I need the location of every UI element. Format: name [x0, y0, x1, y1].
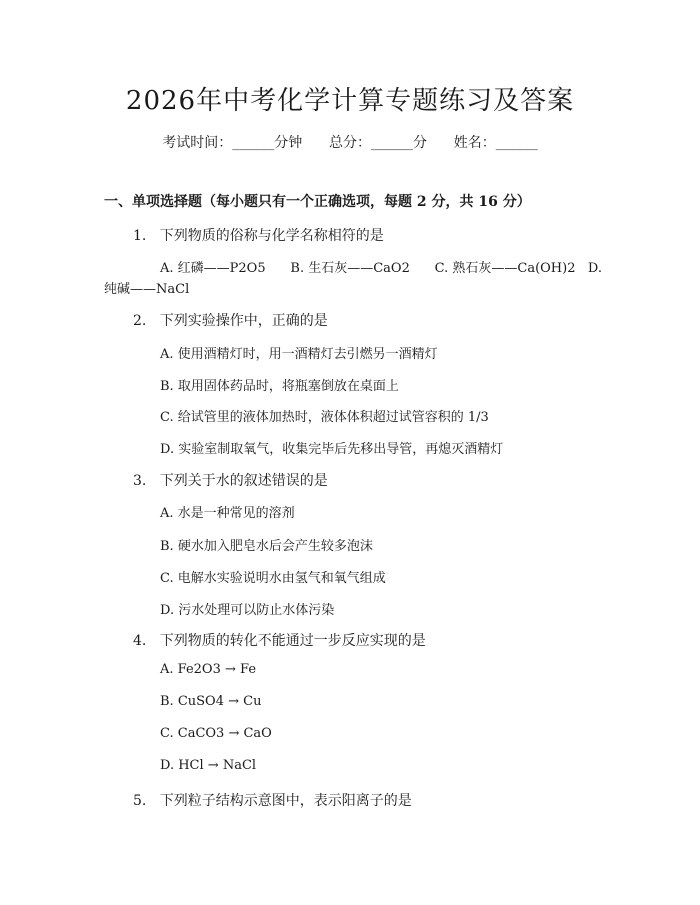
option-b: B. 取用固体药品时，将瓶塞倒放在桌面上	[160, 379, 399, 394]
option-b: B. 硬水加入肥皂水后会产生较多泡沫	[160, 539, 373, 554]
option-d: D. 实验室制取氧气，收集完毕后先移出导管，再熄灭酒精灯	[160, 442, 504, 457]
question-options-continued: 纯碱——NaCl	[104, 282, 190, 297]
option-c: C. CaCO3 → CaO	[160, 726, 272, 741]
option-a: A. 水是一种常见的溶剂	[160, 506, 295, 521]
exam-info-line: 考试时间：______分钟 总分：______分 姓名：______	[162, 135, 538, 151]
option-a: A. Fe2O3 → Fe	[160, 662, 257, 677]
question-stem: 5. 下列粒子结构示意图中，表示阳离子的是	[133, 793, 412, 809]
option-b: B. CuSO4 → Cu	[160, 694, 262, 709]
question-options: A. 红磷——P2O5 B. 生石灰——CaO2 C. 熟石灰——Ca(OH)2 D.	[160, 261, 602, 276]
option-a: A. 使用酒精灯时，用一酒精灯去引燃另一酒精灯	[160, 347, 438, 362]
section-heading: 一、单项选择题（每小题只有一个正确选项，每题 2 分，共 16 分）	[104, 194, 531, 210]
option-c: C. 给试管里的液体加热时，液体体积超过试管容积的 1/3	[160, 410, 489, 425]
option-d: D. HCl → NaCl	[160, 758, 257, 773]
question-stem: 2. 下列实验操作中，正确的是	[133, 313, 328, 329]
option-c: C. 电解水实验说明水由氢气和氧气组成	[160, 571, 386, 586]
option-d: D. 污水处理可以防止水体污染	[160, 603, 335, 618]
question-stem: 4. 下列物质的转化不能通过一步反应实现的是	[133, 633, 426, 649]
question-stem: 3. 下列关于水的叙述错误的是	[133, 473, 328, 489]
question-stem: 1. 下列物质的俗称与化学名称相符的是	[133, 228, 384, 244]
page-title: 2026年中考化学计算专题练习及答案	[125, 86, 575, 116]
